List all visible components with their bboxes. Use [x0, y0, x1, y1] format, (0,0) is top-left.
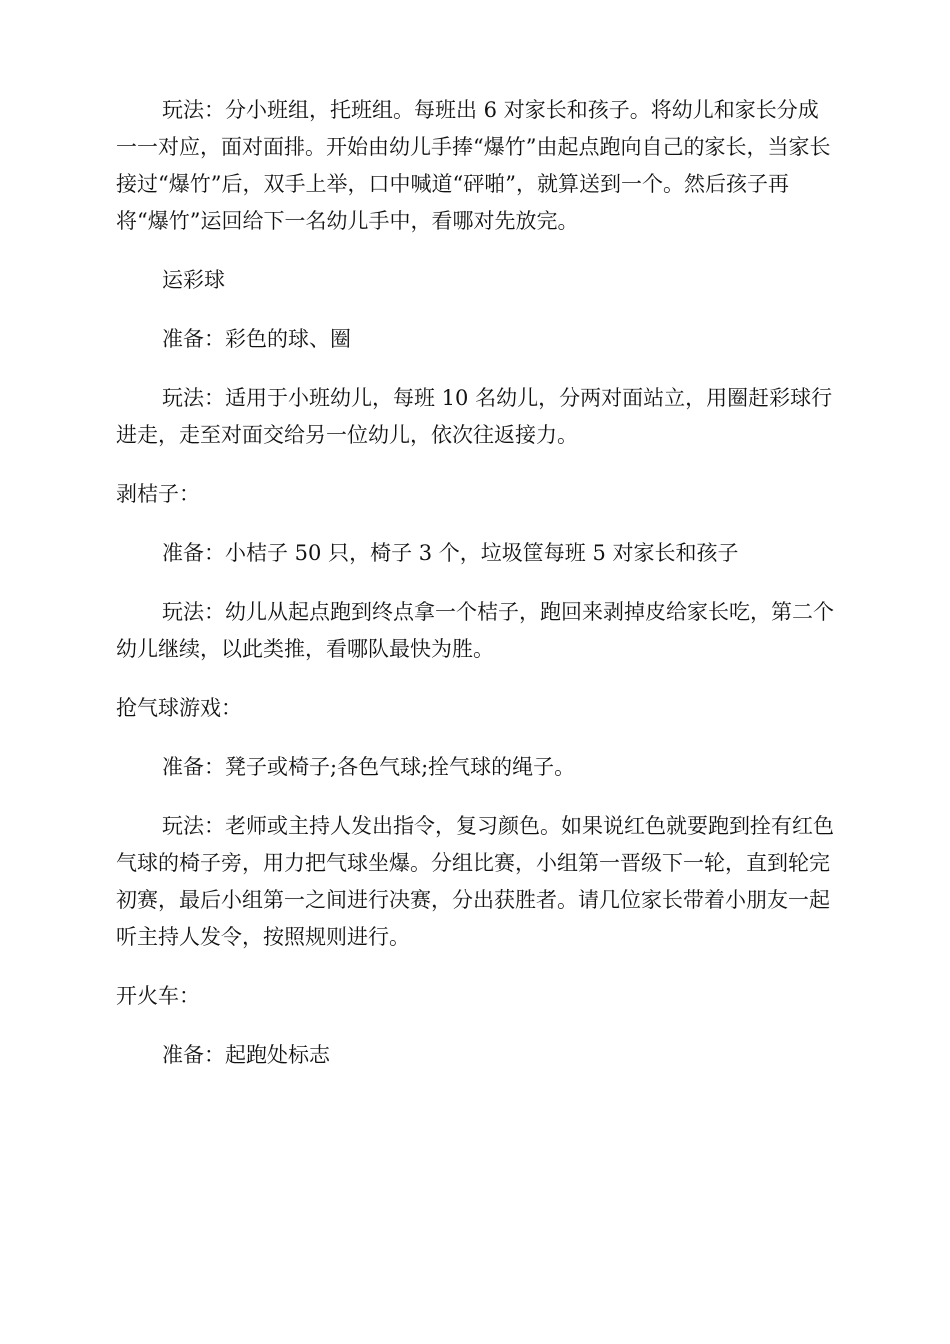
paragraph-peel-orange-prep: 准备：小桔子 50 只，椅子 3 个，垃圾筐每班 5 对家长和孩子 [162, 541, 739, 565]
heading-balloon-game: 抢气球游戏： [116, 696, 242, 720]
paragraph-balloon-game-rules: 玩法：老师或主持人发出指令，复习颜色。如果说红色就要跑到拴有红色气球的椅子旁，用力把气球坐爆。分组比赛，小组第一晋级下一轮，直到轮完初赛，最后小组第一之间进行决赛，分出获胜者。请几位家长带着小朋友一起听主持人发令，按照规则进行。 [116, 814, 834, 949]
paragraph-firecracker-rules: 玩法：分小班组，托班组。每班出 6 对家长和孩子。将幼儿和家长分成一一对应，面对面排。开始由幼儿手捧“爆竹”由起点跑向自己的家长，当家长接过“爆竹”后，双手上举，口中喊道“砰啪”，就算送到一个。然后孩子再将“爆竹”运回给下一名幼儿手中，看哪对先放完。 [116, 98, 831, 233]
heading-train: 开火车： [116, 984, 200, 1008]
heading-carry-ball: 运彩球 [162, 268, 225, 292]
paragraph-carry-ball-rules: 玩法：适用于小班幼儿，每班 10 名幼儿，分两对面站立，用圈赶彩球行进走，走至对面交给另一位幼儿，依次往返接力。 [116, 386, 833, 447]
paragraph-carry-ball-prep: 准备：彩色的球、圈 [162, 327, 351, 351]
heading-peel-orange: 剥桔子： [116, 482, 200, 506]
paragraph-train-prep: 准备：起跑处标志 [162, 1043, 330, 1067]
paragraph-balloon-game-prep: 准备：凳子或椅子;各色气球;拴气球的绳子。 [162, 755, 576, 779]
paragraph-peel-orange-rules: 玩法：幼儿从起点跑到终点拿一个桔子，跑回来剥掉皮给家长吃，第二个幼儿继续，以此类推，看哪队最快为胜。 [116, 600, 834, 661]
document-body [116, 92, 836, 1096]
